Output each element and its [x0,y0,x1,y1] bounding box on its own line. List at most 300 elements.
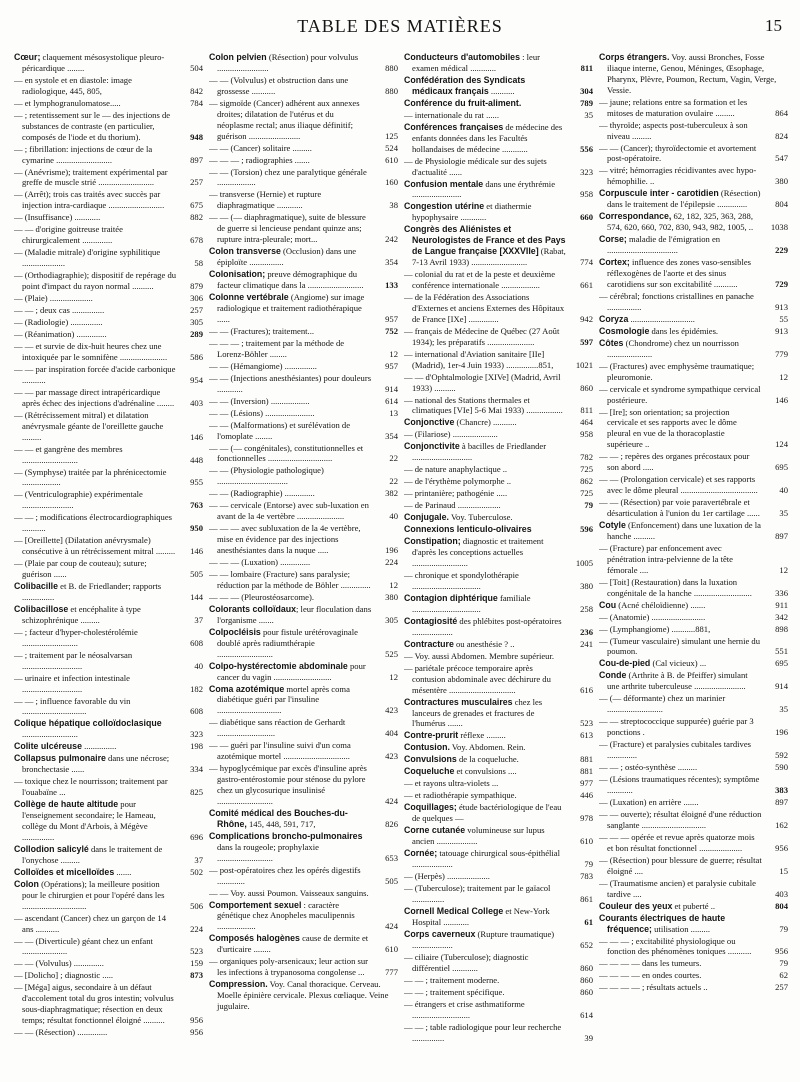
page-reference: 55 [779,313,788,324]
index-entry [404,929,593,951]
entry-heading: Collapsus pulmonaire [14,753,106,764]
entry-heading: Coma azotémique [209,683,285,694]
page-reference: 306 [190,293,203,304]
page-reference: 811 [580,62,593,73]
page-reference: 342 [775,611,788,622]
page-reference: 144 [190,591,203,602]
page-reference: 196 [775,727,788,738]
page-reference: 913 [775,325,788,336]
entry-text: influence des zones vaso-sensibles réflexogènes de l'aorte et des sinus carotidiens sur son excitabilité ........... [607,257,752,289]
entry-text: pour cancer du vagin ........................... [217,660,366,682]
index-entry [599,913,788,935]
index-entry [209,396,398,407]
index-entry [14,329,203,340]
page-reference: 257 [775,982,788,993]
page-reference: 897 [190,154,203,165]
entry-text: — de nature anaphylactique .. [404,464,508,475]
page-reference: 39 [584,1032,593,1043]
index-entry [599,612,788,623]
entry-text: — toxique chez le nourrisson; traitement par l'ouabaïne ... [14,776,168,798]
page-title: TABLE DES MATIÈRES [297,16,503,36]
page-reference: 861 [580,894,593,905]
index-entry [599,97,788,119]
page-reference: 948 [190,131,203,142]
index-entry [599,936,788,958]
index-entry [14,867,203,878]
index-entry [14,110,203,143]
index-entry [14,212,203,223]
index-entry [209,592,398,603]
page-reference: 403 [190,397,203,408]
page-reference: 125 [385,130,398,141]
entry-text: — — lombaire (Fracture) sans paralysie; réduction par la méthode de Böhler .............. [209,569,371,590]
index-entry [599,670,788,692]
page-reference: 505 [385,875,398,886]
entry-text: — — — ; excitabilité physiologique ou fonction des phénomènes toniques ........... [599,935,752,957]
index-entry [404,802,593,824]
entry-text: — et radiothérapie sympathique. [404,790,517,801]
index-entry [404,651,593,662]
index-entry [14,844,203,866]
entry-text: dans les épidémies. [649,325,719,336]
index-entry [599,188,788,210]
entry-text: ou anesthésie ? .. [453,638,515,649]
entry-text: 62, 182, 325, 363, 288, 574, 620, 660, 702, 830, 943, 982, 1005, .. [607,211,754,233]
entry-text: — — (Physiologie pathologique) ................................. [209,465,324,487]
entry-text: et encéphalite à type schizophrénique ......... [22,603,141,625]
entry-heading: Congestion utérine [404,201,485,212]
page-reference: 880 [385,85,398,96]
entry-text: — — (Prolongation cervicale) et ses rapports avec le dôme pleural .................................... [599,474,758,496]
entry-text: — — (Cancer); thyroïdectomie et avortement post-opératoire. [599,142,757,164]
index-entry [14,52,203,74]
entry-heading: Colonisation; [209,269,266,280]
entry-text: — étrangers et crise asthmatiforme ........................... [404,998,525,1020]
index-entry [209,246,398,268]
index-entry [209,808,398,830]
index-entry [599,520,788,542]
index-entry [404,429,593,440]
page-reference: 383 [775,785,788,795]
page-reference: 842 [190,85,203,96]
page-reference: 506 [190,900,203,911]
entry-text: réflexe ......... [458,730,506,741]
entry-text: — — (Hémangiome) ............... [209,360,317,371]
index-entry [209,717,398,739]
page-reference: 424 [385,921,398,932]
entry-text: Voy. Abdomen. Rein. [449,742,526,753]
entry-heading: Cotyle [599,519,626,530]
index-entry [404,500,593,511]
entry-text: — — — opérée et revue après quatorze mois et bon résultat fonctionnel .................... [599,831,755,853]
entry-text: — — (Radiographie) .............. [209,488,315,499]
entry-text: — (Rétrécissement mitral) et dilatation anévrysmale géante de l'oreillette gauche ......... [14,409,164,442]
index-entry [14,247,203,269]
entry-text: — ; fibrillation: injections de cœur de la cymarine .......................... [14,143,153,165]
entry-text: — (Radiologie) ............... [14,317,103,328]
index-entry [599,797,788,808]
entry-heading: Collodion salicylé [14,843,89,854]
entry-text: — [Oreillette] (Dilatation anévrysmale) consécutive à un rétrécissement mitral ......... [14,535,176,557]
entry-heading: Corse; [599,234,627,245]
page-reference: 229 [775,245,788,256]
page-reference: 660 [580,212,593,223]
page-reference: 305 [385,614,398,625]
index-entry [209,443,398,465]
entry-text: maladie de l'émigration en ................................. [607,234,721,256]
index-entry [14,673,203,695]
entry-text: mortel après coma diabétique guéri par l'insuline .............................. [217,683,350,716]
entry-heading: Compression. [209,979,268,990]
page-reference: 864 [775,107,788,118]
page-reference: 124 [775,439,788,450]
page-reference: 556 [580,143,593,154]
entry-text: Voy. aussi Bronches, Fosse iliaque interne, Genou, Méninges, Œsophage, Pharynx, Plèvre, Poumon, Rectum, Vagin, Verge, Vessie. [607,52,777,95]
index-entry [209,167,398,189]
page-reference: 616 [580,684,593,695]
page-reference: 22 [389,476,398,487]
index-entry [209,740,398,762]
page-reference: 35 [779,507,788,518]
index-entry [404,883,593,905]
index-entry [404,570,593,592]
entry-text: — — — — dans les tumeurs. [599,958,702,969]
page-reference: 950 [190,523,203,534]
page-reference: 242 [385,234,398,245]
index-entry [404,464,593,475]
entry-text: chez les lanceurs de grenades et fractures de l'humérus ....... [412,696,543,729]
entry-text: — national des Stations thermales et climatiques [VIe] 5-6 Mai 1933) ................. [404,394,563,416]
page-reference: 224 [385,557,398,568]
entry-text: (Rabat, 7-13 Avril 1933) .......................... [412,246,566,268]
entry-text: — (Fracture) par enfoncement avec pénétration intra-pelvienne de la tête fémorale .... [599,542,733,575]
index-entry [14,799,203,843]
entry-text: — colonial du rat et de la peste et deuxième conférence internationale .................. [404,269,556,290]
entry-text: — Voy. aussi Abdomen. Membre supérieur. [404,650,554,661]
page-reference: 448 [190,454,203,465]
entry-text: — (Tumeur vasculaire) simulant une hernie du poumon. [599,635,761,657]
page-reference: 423 [385,705,398,716]
entry-text: — — ouverte); résultat éloigné d'une réduction sanglante .............................. [599,809,762,830]
index-entry [209,75,398,97]
page-reference: 897 [775,797,788,807]
page-reference: 61 [584,917,593,927]
entry-text: (Arthrite à B. de Pfeiffer) simulant une arthrite tuberculeuse ........................ [607,670,748,692]
page-reference: 914 [385,383,398,394]
index-entry [14,167,203,189]
index-entry [209,143,398,154]
index-entry [14,879,203,912]
page-reference: 596 [580,524,593,535]
index-entry [404,75,593,97]
index-entry [599,600,788,611]
entry-text: — (Fracture) et paralysies cubitales tardives .............. [599,739,752,761]
entry-text: — — (Injections anesthésiantes) pour douleurs ............ [209,372,372,394]
entry-text: — de la Fédération des Associations d'Externes et anciens Externes des Hôpitaux de France [IXe] .............. [404,291,565,324]
entry-text: — de l'érythème polymorphe .. [404,476,512,487]
page-reference: 675 [190,200,203,211]
page-reference: 955 [190,477,203,488]
entry-text: — organiques poly-arsenicaux; leur action sur les infections à trypanosoma congolense ... [209,956,369,978]
page-reference: 236 [580,626,593,637]
page-reference: 323 [190,729,203,740]
entry-heading: Corps caverneux [404,929,476,939]
page-reference: 614 [580,1009,593,1020]
index-entry [599,234,788,256]
index-entry [404,871,593,882]
entry-text: — — (Résection) .............. [14,1027,108,1038]
index-entry [14,776,203,798]
page-reference: 380 [385,591,398,602]
index-entry [14,1027,203,1038]
entry-heading: Cortex; [599,257,630,268]
page-reference: 882 [190,212,203,223]
index-entry [14,650,203,672]
page-reference: 13 [389,407,398,418]
entry-heading: Constipation; [404,536,461,547]
page-reference: 954 [190,374,203,385]
entry-heading: Composés halogènes [209,933,300,944]
page-reference: 258 [580,603,593,614]
page-reference: 610 [385,154,398,165]
page-reference: 608 [190,706,203,717]
entry-text: (Résection) pour volvulus ........................ [217,52,359,73]
index-entry [599,878,788,900]
entry-heading: Colpo-hystérectomie abdominale [209,660,348,671]
index-entry [599,774,788,796]
entry-text: — (Filariose) ..................... [404,429,498,440]
index-entry [14,696,203,718]
entry-text: Voy. Canal thoracique. Cerveau. Moelle épinière cervicale. Plexus cœliaque. Veine jugulaire. [217,979,389,1011]
entry-text: — — ; ostéo-synthèse ......... [599,762,698,773]
entry-text: — français de Médecine de Québec (27 Août 1934); les préparatifs ...................... [404,325,560,347]
page-reference: 58 [194,258,203,269]
entry-text: — — d'origine goitreuse traitée chirurgicalement .............. [14,224,123,246]
entry-text: — (Herpès) .................... [404,871,490,882]
entry-heading: Colique hépatique colloïdoclasique [14,718,162,729]
entry-text: — [Dolicho] ; diagnostic ..... [14,970,114,981]
index-entry [14,410,203,443]
index-entry [404,488,593,499]
page-reference: 695 [775,658,788,669]
entry-text: — — streptococcique suppurée) guérie par 3 ponctions . [599,716,754,738]
page-reference: 79 [779,923,788,934]
index-entry [404,825,593,847]
entry-text: — — (Lésions) ....................... [209,407,315,418]
entry-text: — (Maladie mitrale) d'origine syphilitique .................... [14,247,161,269]
entry-text: et diathermie hypophysaire ............ [412,201,532,223]
entry-heading: Connexions lenticulo-olivaires [404,524,532,535]
entry-text: (Cal vicieux) ... [650,658,707,669]
index-entry [14,535,203,557]
page-reference: 608 [190,637,203,648]
entry-text: — transverse (Hernie) et rupture diaphragmatique ............ [209,189,322,211]
entry-text: et B. de Friedlander; rapports ............... [22,581,162,602]
index-entry [209,292,398,325]
page-reference: 1021 [575,359,593,370]
index-entry [14,75,203,97]
entry-text: (Chondrome) chez un nourrisson ..................... [607,337,739,359]
entry-text: — — d'Ophtalmologie [XIVe] (Madrid, Avril 1933) .......... [404,371,561,393]
index-entry [209,865,398,887]
entry-text: de la coqueluche. [456,754,519,765]
entry-heading: Colloïdes et micelloïdes [14,866,115,877]
index-column-4 [599,52,788,1076]
index-entry [209,155,398,166]
index-entry [404,1022,593,1044]
entry-text: — post-opératoires chez les opérés digestifs ............. [209,864,361,886]
index-entry [209,661,398,683]
index-entry [209,684,398,717]
page-reference: 162 [775,819,788,830]
page-reference: 446 [580,790,593,801]
entry-text: : leur examen médical ............ [412,52,541,73]
index-entry [209,523,398,556]
index-entry [209,326,398,337]
entry-text: — — — ; radiographies ....... [209,154,310,165]
entry-heading: Corne cutanée [404,825,466,836]
entry-text: — (Traumatisme ancien) et paralysie cubitale tardive .... [599,877,756,899]
page-reference: 614 [385,395,398,406]
page-reference: 881 [580,754,593,765]
page-reference: 956 [775,946,788,957]
index-entry [599,52,788,96]
index-entry [599,326,788,337]
page-reference: 547 [775,153,788,164]
page-reference: 824 [775,130,788,141]
index-entry [404,179,593,201]
entry-text: (Chancre) ........... [454,417,517,428]
page-reference: 40 [779,485,788,496]
index-entry [599,407,788,451]
page-reference: 862 [580,476,593,487]
page-reference: 777 [385,967,398,978]
entry-text: — — — (Luxation) .............. [209,557,311,568]
entry-text: ........... [488,85,515,96]
page-reference: 661 [580,279,593,290]
entry-text: — [Toit] (Restauration) dans la luxation congénitale de la hanche ........................... [599,576,752,598]
index-entry [404,730,593,741]
index-entry [209,98,398,142]
entry-text: pour fistule urétérovaginale doublé après radiumthérapie .......................... [217,626,358,659]
page-reference: 305 [190,317,203,328]
page-reference: 15 [779,865,788,876]
page-reference: 12 [389,579,398,590]
page-reference: 879 [190,281,203,292]
entry-heading: Comité médical des Bouches-du-Rhône, [209,807,348,829]
index-entry [14,558,203,580]
page-reference: 159 [190,958,203,969]
index-entry [14,970,203,981]
index-entry [599,451,788,473]
index-entry [14,224,203,246]
page-reference: 403 [775,888,788,899]
page-reference: 196 [385,545,398,556]
entry-text: — (Luxation) en arrière ....... [599,797,699,807]
index-entry [14,444,203,466]
page-reference: 825 [190,787,203,798]
entry-text: — diabétique sans réaction de Gerhardt ........................... [209,717,346,739]
index-entry [209,338,398,360]
index-entry [404,512,593,523]
index-entry [404,349,593,371]
entry-heading: Comportement sexuel [209,899,302,910]
page-reference: 40 [194,660,203,671]
entry-text: et convulsions .... [454,766,517,777]
index-entry [599,577,788,599]
page-reference: 860 [580,986,593,997]
index-entry [599,338,788,360]
index-entry [209,52,398,74]
page-reference: 523 [580,718,593,729]
index-entry [599,809,788,831]
entry-text: — urinaire et infection intestinale ............................ [14,672,130,694]
entry-text: et New-York Hospital ............ [412,906,550,927]
index-entry [599,901,788,912]
entry-text: — — ; influence favorable du vin .............................. [14,695,131,717]
index-entry [599,739,788,761]
page-reference: 62 [779,970,788,981]
page-reference: 913 [775,301,788,312]
index-column-1 [14,52,203,1076]
entry-heading: Colite ulcéreuse [14,741,82,752]
entry-text: — — Voy. aussi Poumon. Vaisseaux sanguins. [209,887,369,898]
entry-heading: Convulsions [404,754,457,765]
page-reference: 133 [385,279,398,290]
index-entry [404,524,593,535]
entry-text: — de Physiologie médicale sur des sujets d'actualité ...... [404,155,547,177]
entry-text: claquement mésosystolique pleuro-péricardique ........ [22,52,165,73]
page-reference: 289 [190,329,203,340]
entry-heading: Conjonctive [404,417,455,428]
page-reference: 224 [190,923,203,934]
index-entry [14,581,203,603]
page-reference: 354 [385,257,398,268]
entry-text: — — — avec subluxation de la 4e vertèbre, mise en évidence par des injections anesthésiantes dans la nuque ..... [209,523,361,556]
page-reference: 956 [775,842,788,853]
page-reference: 610 [580,836,593,847]
entry-text: (Rupture traumatique) ................... [412,929,555,950]
page-reference: 505 [190,569,203,580]
index-entry [14,305,203,316]
page-reference: 784 [190,97,203,108]
entry-text: — — — (Pleurostéosarcome). [209,591,315,602]
entry-text: — et lymphogranulomatose..... [14,97,121,108]
entry-text: pour l'enseignement secondaire; le Hameau, collège du Mont d'Arbois, à Mégève ............... [22,799,156,842]
page-reference: 978 [580,813,593,824]
entry-heading: Colibacille [14,581,58,592]
entry-heading: Colorants colloïdaux [209,603,297,614]
page-reference: 725 [580,464,593,475]
entry-text: — (Tuberculose); traitement par le gaïacol ............... [404,883,551,905]
page-reference: 12 [779,371,788,382]
page-reference: 79 [584,500,593,511]
index-entry [14,144,203,166]
index-entry [404,98,593,109]
index-entry [14,364,203,386]
index-entry [404,122,593,155]
index-entry [14,913,203,935]
page-reference: 956 [190,1027,203,1038]
index-entry [599,165,788,187]
page-reference: 182 [190,683,203,694]
entry-text: — international d'Aviation sanitaire [IIe] (Madrid), 1er-4 Juin 1933) ...............851, [404,348,554,370]
index-entry [404,52,593,74]
index-entry [404,848,593,870]
entry-heading: Coqueluche [404,766,455,777]
index-entry [404,156,593,178]
entry-text: à bacilles de Friedlander ............................ [412,441,547,463]
